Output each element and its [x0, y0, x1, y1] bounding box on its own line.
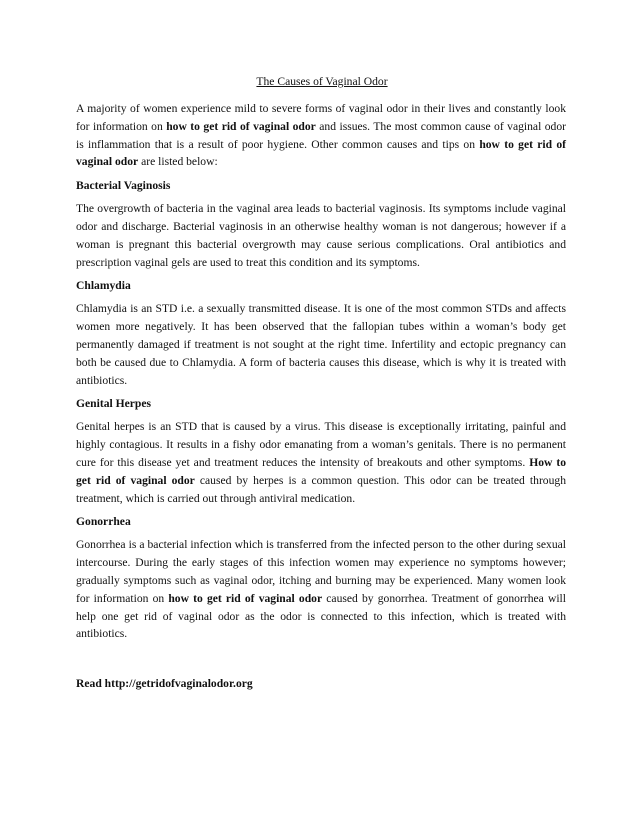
intro-text-2: and issues. The most common cause of vaginal odor is inflammation that is a result of poor hygiene. Other common causes and tips on — [76, 119, 566, 151]
document-title: The Causes of Vaginal Odor — [256, 75, 388, 88]
intro-text-3: are listed below: — [138, 155, 218, 169]
heading-bacterial-vaginosis: Bacterial Vaginosis — [76, 179, 171, 193]
paragraph-gonorrhea — [76, 536, 566, 643]
paragraph-bacterial-vaginosis: The overgrowth of bacteria in the vaginal area leads to bacterial vaginosis. Its symptoms include vaginal odor and discharge. Bacterial vaginosis in an otherwise healthy woman is not dangerous; however if a woman is pregnant this bacterial overgrowth may cause serious complications. Oral antibiotics and prescription vaginal gels are used to treat this condition and its symptoms. — [76, 202, 566, 269]
gonorrhea-text-2: caused by gonorrhea. Treatment of gonorrhea will help one get rid of vaginal odor as the odor is connected to this infection, which is treated with antibiotics. — [76, 591, 566, 641]
intro-keyword-1: how to get rid of vaginal odor — [166, 119, 316, 133]
paragraph-chlamydia: Chlamydia is an STD i.e. a sexually transmitted disease. It is one of the most common STDs and affects women more negatively. It has been observed that the fallopian tubes within a woman’s body get permanently damaged if treatment is not sought at the right time. Infertility and ectopic pregnancy can both be caused due to Chlamydia. A form of bacteria causes this disease, which is why it is treated with antibiotics. — [76, 302, 566, 387]
herpes-text-2: caused by herpes is a common question. This odor can be treated through treatment, which is carried out through antiviral medication. — [76, 473, 566, 505]
gonorrhea-keyword: how to get rid of vaginal odor — [168, 591, 323, 605]
footer-link[interactable]: Read http://getridofvaginalodor.org — [76, 677, 253, 690]
paragraph-genital-herpes — [76, 418, 566, 507]
heading-genital-herpes: Genital Herpes — [76, 397, 152, 411]
heading-chlamydia: Chlamydia — [76, 279, 131, 293]
heading-gonorrhea: Gonorrhea — [76, 515, 131, 529]
herpes-text-1: Genital herpes is an STD that is caused by a virus. This disease is exceptionally irritating, painful and highly contagious. It results in a fishy odor emanating from a woman’s genitals. There is no permanent cure for this disease yet and treatment reduces the intensity of breakouts and other symptoms. — [76, 420, 566, 469]
herpes-keyword: How to get rid of vaginal odor — [76, 455, 566, 487]
intro-paragraph — [76, 100, 566, 171]
gonorrhea-text-1: Gonorrhea is a bacterial infection which is transferred from the infected person to the other during sexual intercourse. During the early stages of this infection women may experience no symptoms however; gradually symptoms such as vaginal odor, itching and burning may be experienced. Many women look for information on — [76, 538, 566, 605]
intro-keyword-2: how to get rid of vaginal odor — [76, 137, 567, 169]
intro-text-1: A majority of women experience mild to severe forms of vaginal odor in their lives and constantly look for information on — [76, 102, 566, 133]
document-page — [76, 74, 566, 643]
